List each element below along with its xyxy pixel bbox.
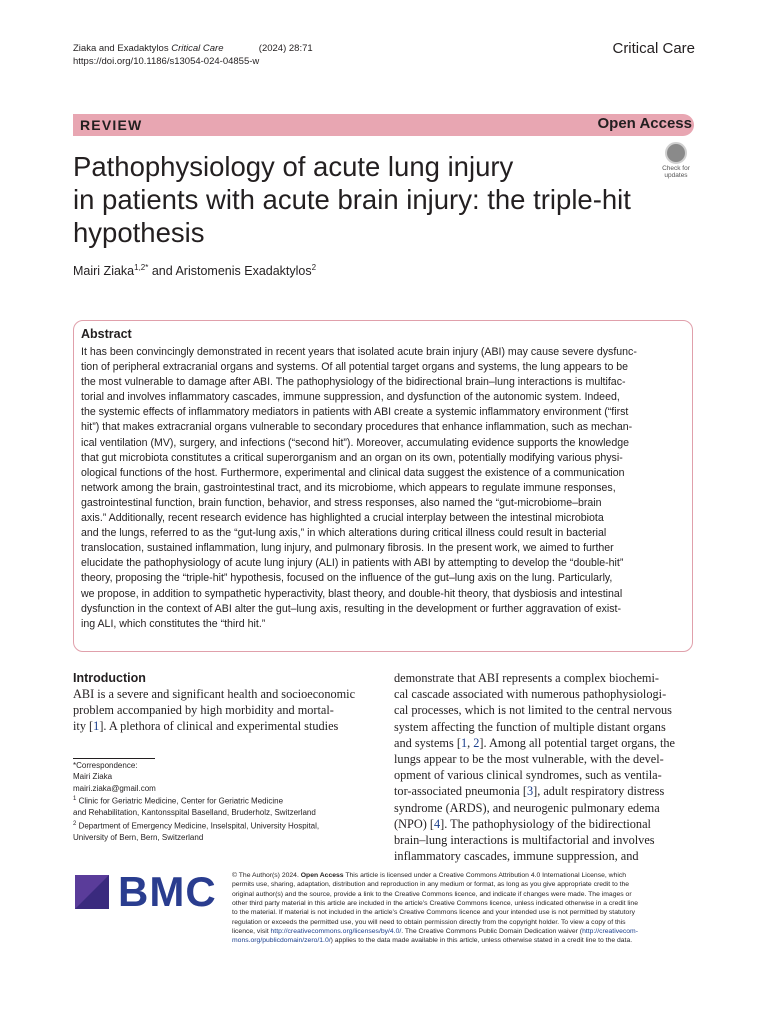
correspondence-email[interactable]: mairi.ziaka@gmail.com (73, 783, 156, 793)
journal-name: Critical Care (612, 40, 695, 57)
abstract-line: ing ALI, which constitutes the “third hit.” (81, 617, 266, 630)
abstract-line: that gut microbiota constitutes a critical superorganism and an organ on its own, potentially modifying various physi- (81, 451, 623, 464)
citation-link[interactable]: 1 (93, 719, 100, 734)
abstract-line: theory, proposing the “triple-hit” hypothesis, focused on the influence of the gut–lung axis on the lung. Particularly, (81, 572, 613, 585)
citation-link[interactable]: 4 (433, 816, 441, 831)
title-line: in patients with acute brain injury: the triple-hit (73, 184, 631, 215)
abstract-line: we propose, in addition to sympathetic hyperactivity, blast theory, and double-hit theory, that dysbiosis and intestinal (81, 587, 623, 600)
footnote-divider (73, 758, 155, 759)
title-line: Pathophysiology of acute lung injury (73, 151, 514, 182)
author-name[interactable]: Mairi Ziaka (73, 264, 135, 279)
header-doi[interactable]: https://doi.org/10.1186/s13054-024-04855-w (73, 56, 260, 67)
article-type-label: REVIEW (80, 117, 143, 133)
abstract-line: the systemic effects of inflammatory mediators in patients with ABI create a systemic inflammatory environment (“first (81, 406, 629, 419)
abstract-line: elucidate the pathophysiology of acute lung injury (ALI) in patients with ABI by attempting to develop the “double-hit” (81, 557, 624, 570)
intro-left-column: ABI is a severe and significant health and socioeconomic problem accompanied by high morbidity and mortal- ity [1]. A plethora of clinical and experimental studies (73, 687, 356, 734)
citation-link[interactable]: 3 (526, 784, 534, 799)
citation-link[interactable]: 1 (460, 735, 468, 750)
abstract-text (81, 345, 688, 632)
check-for-updates-badge[interactable]: Check for updates (656, 140, 696, 180)
abstract-line: tion of peripheral extracranial organs and systems. Of all potential target organs and systems, the lung appears to be (81, 361, 629, 374)
intro-right-column: demonstrate that ABI represents a complex biochemi- cal cascade associated with numerous pathophysiologi- cal processes, which is not limited to the central nervous system affecting the function of multiple distant organs and systems [1, 2]. Among all potential target organs, the lungs appear to be the most vulnerable, with the devel- opment of various clinical syndromes, such as ventila- tor-associated pneumonia [3], adult respiratory distress syndrome (ARDS), and neurogenic pulmonary edema (NPO) [4]. The pathophysiology of the bidirectional brain–lung interactions is multifactorial and involves inflammatory cascades, immune suppression, and (394, 671, 675, 864)
introduction-heading: Introduction (73, 671, 146, 685)
abstract-line: gastrointestinal function, brain function, behavior, and stress responses, also named the “gut-microbiome–brain (81, 496, 602, 509)
bmc-logo-text: BMC (118, 868, 217, 915)
abstract-heading: Abstract (81, 327, 132, 341)
header-journal: Critical Care (171, 43, 224, 54)
crossmark-icon (665, 142, 687, 164)
abstract-line: torial and involves inflammatory cascades, immune suppression, and dysfunction of the autonomic system. Indeed, (81, 391, 620, 404)
abstract-line: dysfunction in the context of ABI alter the gut–lung axis, resulting in the development or further aggravation of exist- (81, 602, 622, 615)
waiver-link[interactable]: http://creativecom- (582, 928, 638, 936)
open-access-label: Open Access (597, 115, 692, 132)
license-link[interactable]: http://creativecommons.org/licenses/by/4.0/ (270, 928, 402, 936)
abstract-line: translocation, sustained inflammation, lung injury, and pulmonary fibrosis. In the present work, we aimed to further (81, 542, 614, 555)
abstract-line: hit”) that makes extracranial organs vulnerable to secondary procedures that enhance inflammation, such as mechan- (81, 421, 633, 434)
author-list: Mairi Ziaka$^{1,2*}$ and Aristomenis Exadaktylos$^2$ (73, 263, 317, 279)
abstract-line: It has been convincingly demonstrated in recent years that isolated acute brain injury (ABI) may cause severe dysfunc- (81, 346, 637, 358)
license-statement: © The Author(s) 2024. Open Access This article is licensed under a Creative Commons Attribution 4.0 International License, which permits use, sharing, adaptation, distribution and reproduction in any medium or format, as long as you give appropriate credit to the original author(s) and the source, provide a link to the Creative Commons licence, and indicate if changes were made. The images or other third party material in this article are included in the article’s Creative Commons licence, unless indicated otherwise in a credit line to the material. If material is not included in the article’s Creative Commons licence and your intended use is not permitted by statutory regulation or exceeds the permitted use, you will need to obtain permission directly from the copyright holder. To view a copy of this licence, visit http://creativecommons.org/licenses/by/4.0/. The Creative Commons Public Domain Dedication waiver (http://creativecom- mons.org/publicdomain/zero/1.0/) applies to the data made available in this article, unless otherwise stated in a credit line to the data. (232, 872, 638, 945)
title-line: hypothesis (73, 217, 205, 248)
running-header (73, 42, 313, 68)
header-authors: Ziaka and Exadaktylos (73, 43, 169, 54)
abstract-line: ical ventilation (MV), surgery, and infections (“second hit”). Moreover, accumulating evidence supports the knowledge (81, 436, 630, 449)
correspondence-footnote: *Correspondence: Mairi Ziaka mairi.ziaka@gmail.com $^1$ Clinic for Geriatric Medicine, Center for Geriatric Medicine and Rehabilitation, Kantonsspital Baselland, Bruderholz, Switzerland $^2$ Department of Emergency Medicine, Inselspital, University Hospital, University of Bern, Bern, Switzerland (73, 761, 320, 842)
waiver-link[interactable]: mons.org/publicdomain/zero/1.0/ (232, 937, 331, 945)
abstract-line: ological functions of the host. Furthermore, experimental and clinical data suggest the existence of a communication (81, 466, 625, 479)
citation-link[interactable]: 2 (473, 735, 480, 750)
article-title (73, 150, 693, 249)
abstract-line: the most vulnerable to damage after ABI. The pathophysiology of the bidirectional brain–lung interactions is multifac- (81, 376, 626, 389)
abstract-line: axis.” Additionally, recent research evidence has highlighted a crucial interplay between the intestinal microbiota (81, 512, 604, 525)
abstract-line: and the lungs, referred to as the “gut-lung axis,” in which alterations during critical illness could result in bacterial (81, 527, 607, 540)
abstract-line: network among the brain, gastrointestinal tract, and its microbiome, which appears to regulate immune responses, (81, 481, 616, 494)
header-citation: (2024) 28:71 (258, 43, 313, 54)
bmc-logo-icon (75, 875, 109, 909)
